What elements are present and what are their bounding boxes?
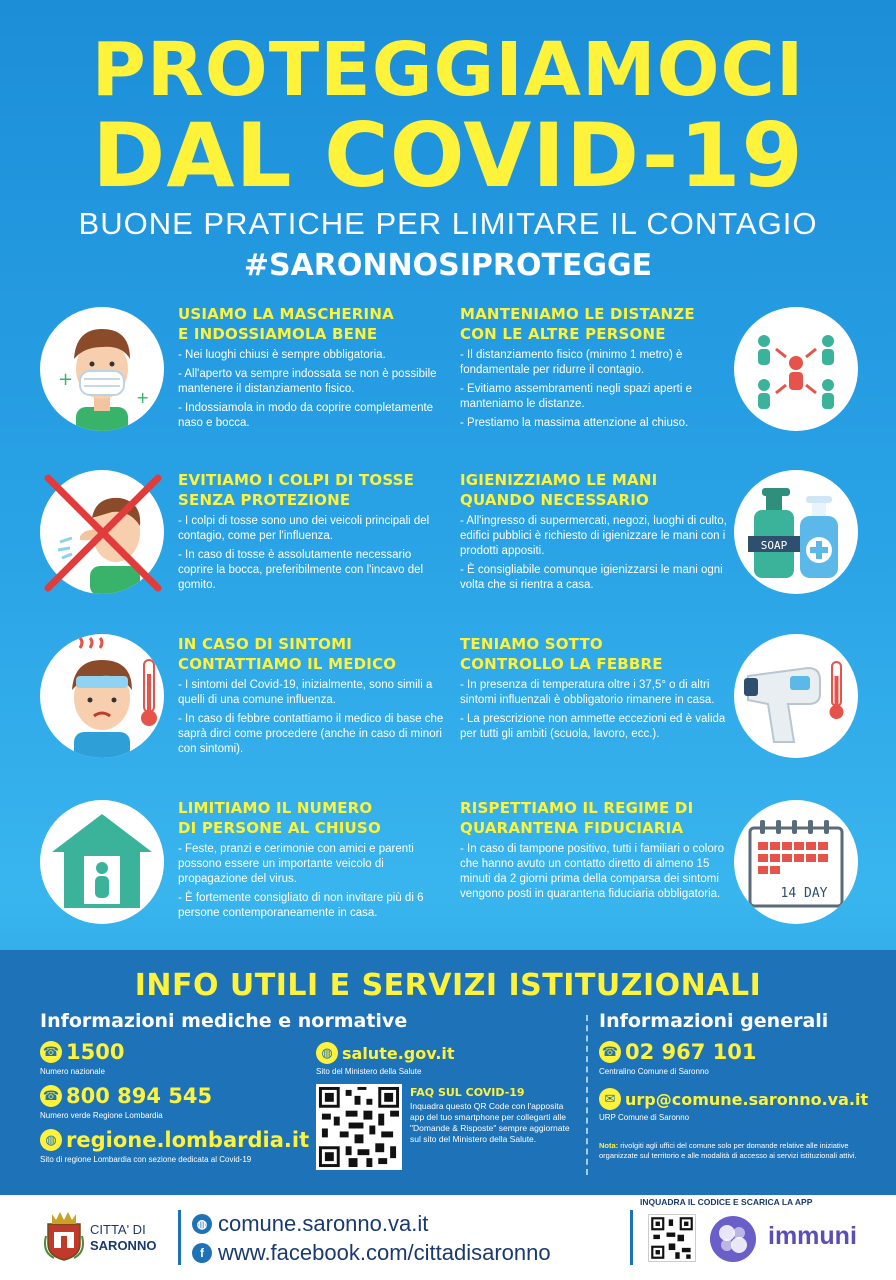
email-link[interactable]: ✉ urp@comune.saronno.va.it [599,1088,868,1110]
hand-sanitizer-icon [734,470,858,594]
hashtag: #SARONNOSIPROTEGGE [243,248,653,283]
subtitle: BUONE PRATICHE PER LIMITARE IL CONTAGIO [78,206,818,241]
tip-symptoms [178,634,448,761]
tip-item: - È consigliabile comunque igienizzarsi le mani ogni volta che si rientra a casa. [460,563,730,593]
phone-icon: ☎ [599,1041,621,1063]
web-region-caption: Sito di regione Lombardia con sezione dedicata al Covid-19 [40,1155,252,1164]
tip-mask [178,304,448,435]
tip-hands [460,470,730,597]
phone-town[interactable]: ☎ 02 967 101 [599,1040,757,1064]
title-line-2: DAL COVID-19 [92,104,804,207]
tip-title: IN CASO DI SINTOMI CONTATTIAMO IL MEDICO [178,635,397,673]
tip-item: - All'aperto va sempre indossata se non è possibile mantenere il distanziamento fisico. [178,367,448,397]
city-line-2: SARONNO [90,1238,157,1253]
tip-item: - Il distanziamento fisico (minimo 1 metro) è fondamentale per ridurre il contagio. [460,348,730,378]
immuni-logo-icon [708,1214,758,1264]
web-ministry-caption: Sito del Ministero della Salute [316,1067,422,1076]
svg-text:+: + [58,369,74,390]
envelope-icon: ✉ [599,1088,621,1110]
tip-item: - All'ingresso di supermercati, negozi, luoghi di culto, edifici pubblici è richiesto di igienizzare le mani con i prodotti appositi. [460,514,730,559]
tip-item: - Feste, pranzi e cerimonie con amici e parenti possono essere un importante veicolo di propagazione del virus. [178,842,448,887]
tip-item: - La prescrizione non ammette eccezioni ed è valida per tutti gli ambiti (scuola, lavoro, ecc.). [460,712,730,742]
tip-item: - Evitiamo assembramenti negli spazi aperti e manteniamo le distanze. [460,382,730,412]
cross-icon [40,470,164,594]
info-title: INFO UTILI E SERVIZI ISTITUZIONALI [134,968,762,1003]
note-text: rivolgiti agli uffici del comune solo per domande relative alle iniziative organizzate sul territorio e alle modalità di accesso ai servizi istituzionali attivi. [599,1141,857,1160]
tip-fever [460,634,730,746]
phone-icon: ☎ [40,1041,62,1063]
tip-cough [178,470,448,597]
svg-text:SOAP: SOAP [760,539,788,552]
column-divider [586,1015,588,1175]
fever-person-icon [40,634,164,758]
social-distance-icon [734,307,858,431]
general-heading: Informazioni generali [599,1010,829,1032]
web-ministry-link[interactable]: ◍ salute.gov.it [316,1042,455,1064]
house-person-icon [40,800,164,924]
facebook-icon: f [192,1243,212,1263]
app-prompt: INQUADRA IL CODICE E SCARICA LA APP [640,1197,813,1207]
globe-icon: ◍ [316,1042,338,1064]
tip-item: - In caso di febbre contattiamo il medico di base che saprà dirci come procedere (anche in caso di minori con sintomi). [178,712,448,757]
email-caption: URP Comune di Saronno [599,1113,690,1122]
tip-item: - In presenza di temperatura oltre i 37,5° o di altri sintomi influenzali è obbligatorio rimanere in casa. [460,678,730,708]
website-link[interactable]: ◍ comune.saronno.va.it [192,1211,428,1237]
city-line-1: CITTA' DI [90,1222,146,1237]
tip-item: - È fortemente consigliato di non invitare più di 6 persone contemporaneamente in casa. [178,891,448,921]
calendar-14-day-icon [734,800,858,924]
tip-indoor [178,798,448,925]
globe-icon: ◍ [192,1214,212,1234]
faq-qr-code[interactable] [316,1084,402,1170]
tip-title: MANTENIAMO LE DISTANZE CON LE ALTRE PERSONE [460,305,695,343]
tip-title: IGIENIZZIAMO LE MANI QUANDO NECESSARIO [460,471,658,509]
footer-divider [630,1210,633,1265]
phone-green-caption: Numero verde Regione Lombardia [40,1111,163,1120]
tip-item: - I sintomi del Covid-19, inizialmente, sono simili a quelli di una comune influenza. [178,678,448,708]
tip-title: LIMITIAMO IL NUMERO DI PERSONE AL CHIUSO [178,799,381,837]
phone-icon: ☎ [40,1085,62,1107]
phone-green[interactable]: ☎ 800 894 545 [40,1084,212,1108]
thermometer-gun-icon [734,634,858,758]
phone-national-caption: Numero nazionale [40,1067,105,1076]
medical-heading: Informazioni mediche e normative [40,1010,408,1032]
web-region-link[interactable]: ◍ regione.lombardia.it [40,1128,309,1152]
svg-text:+: + [136,388,150,407]
faq-text: Inquadra questo QR Code con l'apposita app del tuo smartphone per collegarti alle "Domande & Risposte" sempre aggiornate sul sito del Ministero della Salute. [410,1101,570,1144]
globe-icon: ◍ [40,1129,62,1151]
tip-title: TENIAMO SOTTO CONTROLLO LA FEBBRE [460,635,663,673]
tip-item: - In caso di tosse è assolutamente necessario coprire la bocca, preferibilmente con l'incavo del gomito. [178,548,448,593]
immuni-app-name: immuni [768,1222,857,1250]
app-qr-code[interactable] [648,1214,696,1262]
tip-quarantine [460,798,730,906]
city-crest-icon [44,1206,84,1262]
note [599,1141,864,1161]
tip-item: - In caso di tampone positivo, tutti i familiari o coloro che hanno avuto un contatto diretto di almeno 15 minuti da 2 giorni prima della comparsa dei sintomi vengono posti in quarantena fiduciaria obbligatoria. [460,842,730,902]
note-label: Nota: [599,1141,619,1150]
tip-title: RISPETTIAMO IL REGIME DI QUARANTENA FIDUCIARIA [460,799,694,837]
phone-town-caption: Centralino Comune di Saronno [599,1067,709,1076]
mask-person-icon [40,307,164,431]
svg-text:14 DAY: 14 DAY [780,886,828,901]
tip-item: - Nei luoghi chiusi è sempre obbligatoria. [178,348,448,363]
title-line-1: PROTEGGIAMOCI [91,27,805,113]
tip-title: USIAMO LA MASCHERINA E INDOSSIAMOLA BENE [178,305,394,343]
tip-item: - Prestiamo la massima attenzione al chiuso. [460,416,730,431]
footer-divider [178,1210,181,1265]
phone-national[interactable]: ☎ 1500 [40,1040,124,1064]
faq-title: FAQ SUL COVID-19 [410,1086,525,1099]
facebook-link[interactable]: f www.facebook.com/cittadisaronno [192,1240,551,1266]
tip-distance [460,304,730,435]
tip-item: - Indossiamola in modo da coprire completamente naso e bocca. [178,401,448,431]
tip-item: - I colpi di tosse sono uno dei veicoli principali del contagio, come per l'influenza. [178,514,448,544]
tip-title: EVITIAMO I COLPI DI TOSSE SENZA PROTEZIONE [178,471,415,509]
